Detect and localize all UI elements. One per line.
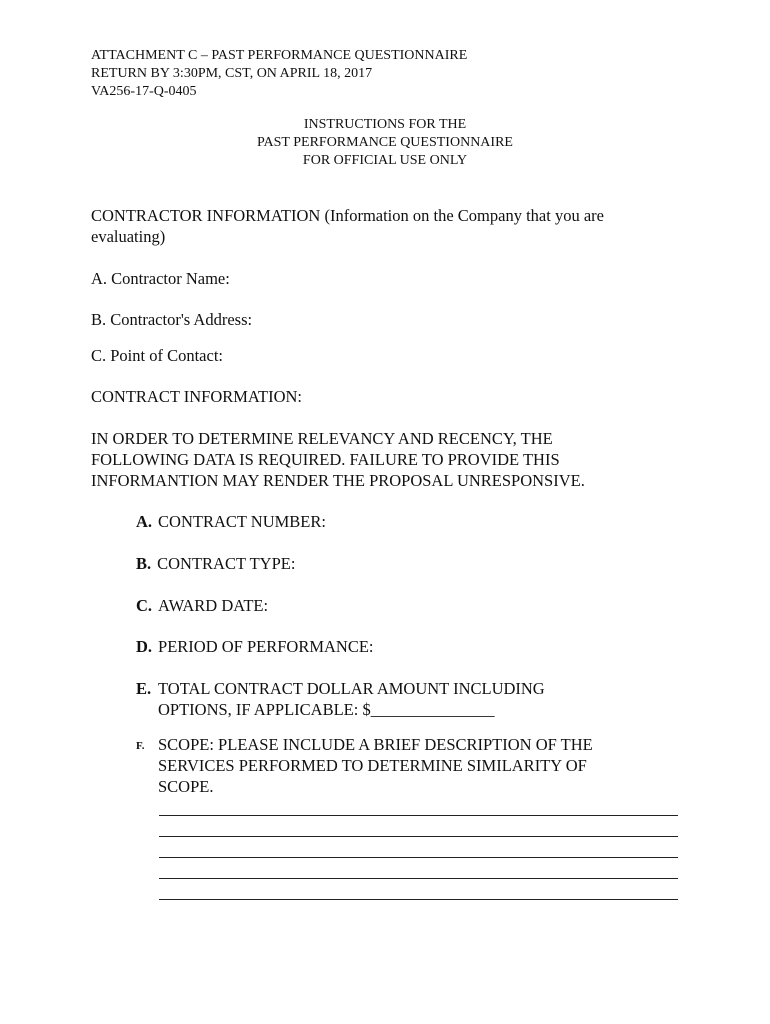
scope-text (158, 734, 593, 797)
item-letter: B. (136, 554, 152, 573)
contractor-info-heading (91, 205, 691, 247)
scope-answer-line (159, 899, 678, 900)
total-dollar-amount-item (136, 678, 696, 722)
instructions-line-3: FOR OFFICIAL USE ONLY (302, 153, 468, 168)
point-of-contact-field: C. Point of Contact: (91, 346, 223, 365)
period-of-performance-item (136, 636, 374, 657)
contractor-name-field: A. Contractor Name: (91, 269, 230, 288)
relevancy-notice-line-3: INFORMANTION MAY RENDER THE PROPOSAL UNRESPONSIVE. (91, 471, 585, 490)
item-letter: C. (136, 596, 153, 615)
scope-answer-line (159, 878, 678, 879)
contractor-info-heading-line-2: evaluating) (91, 227, 166, 246)
total-dollar-amount-text (158, 678, 545, 720)
scope-answer-line (159, 857, 678, 858)
scope-answer-line (159, 815, 678, 816)
solicitation-number: VA256-17-Q-0405 (91, 84, 197, 99)
scope-line-1: SCOPE: PLEASE INCLUDE A BRIEF DESCRIPTION OF THE (158, 735, 593, 754)
instructions-line-2: PAST PERFORMANCE QUESTIONNAIRE (257, 135, 513, 150)
item-letter: A. (136, 512, 153, 531)
contract-number-item (136, 511, 326, 532)
contractor-info-heading-line-1: CONTRACTOR INFORMATION (Information on the Company that you are (91, 206, 604, 225)
relevancy-notice-line-2: FOLLOWING DATA IS REQUIRED. FAILURE TO PROVIDE THIS (91, 450, 560, 469)
instructions-title (0, 116, 770, 170)
return-deadline: RETURN BY 3:30PM, CST, ON APRIL 18, 2017 (91, 66, 373, 81)
award-date-item (136, 595, 268, 616)
award-date-label: AWARD DATE: (158, 596, 269, 615)
contract-type-label: CONTRACT TYPE: (157, 554, 296, 573)
contractor-address-field: B. Contractor's Address: (91, 310, 253, 329)
contract-type-item (136, 553, 295, 574)
attachment-title: ATTACHMENT C – PAST PERFORMANCE QUESTIONNAIRE (91, 48, 468, 63)
scope-line-3: SCOPE. (158, 777, 214, 796)
contract-number-label: CONTRACT NUMBER: (158, 512, 326, 531)
period-of-performance-label: PERIOD OF PERFORMANCE: (158, 637, 374, 656)
relevancy-notice (91, 428, 691, 491)
scope-answer-line (159, 836, 678, 837)
contract-info-heading: CONTRACT INFORMATION: (91, 387, 303, 406)
instructions-line-1: INSTRUCTIONS FOR THE (303, 117, 467, 132)
total-dollar-amount-line-1: TOTAL CONTRACT DOLLAR AMOUNT INCLUDING (158, 679, 545, 698)
relevancy-notice-line-1: IN ORDER TO DETERMINE RELEVANCY AND RECENCY, THE (91, 429, 553, 448)
item-letter: F. (136, 740, 145, 752)
item-letter: E. (136, 679, 152, 698)
item-letter: D. (136, 637, 153, 656)
total-dollar-amount-line-2: OPTIONS, IF APPLICABLE: $_______________ (158, 700, 495, 719)
scope-line-2: SERVICES PERFORMED TO DETERMINE SIMILARITY OF (158, 756, 587, 775)
scope-item (136, 734, 696, 800)
document-header (91, 47, 467, 101)
